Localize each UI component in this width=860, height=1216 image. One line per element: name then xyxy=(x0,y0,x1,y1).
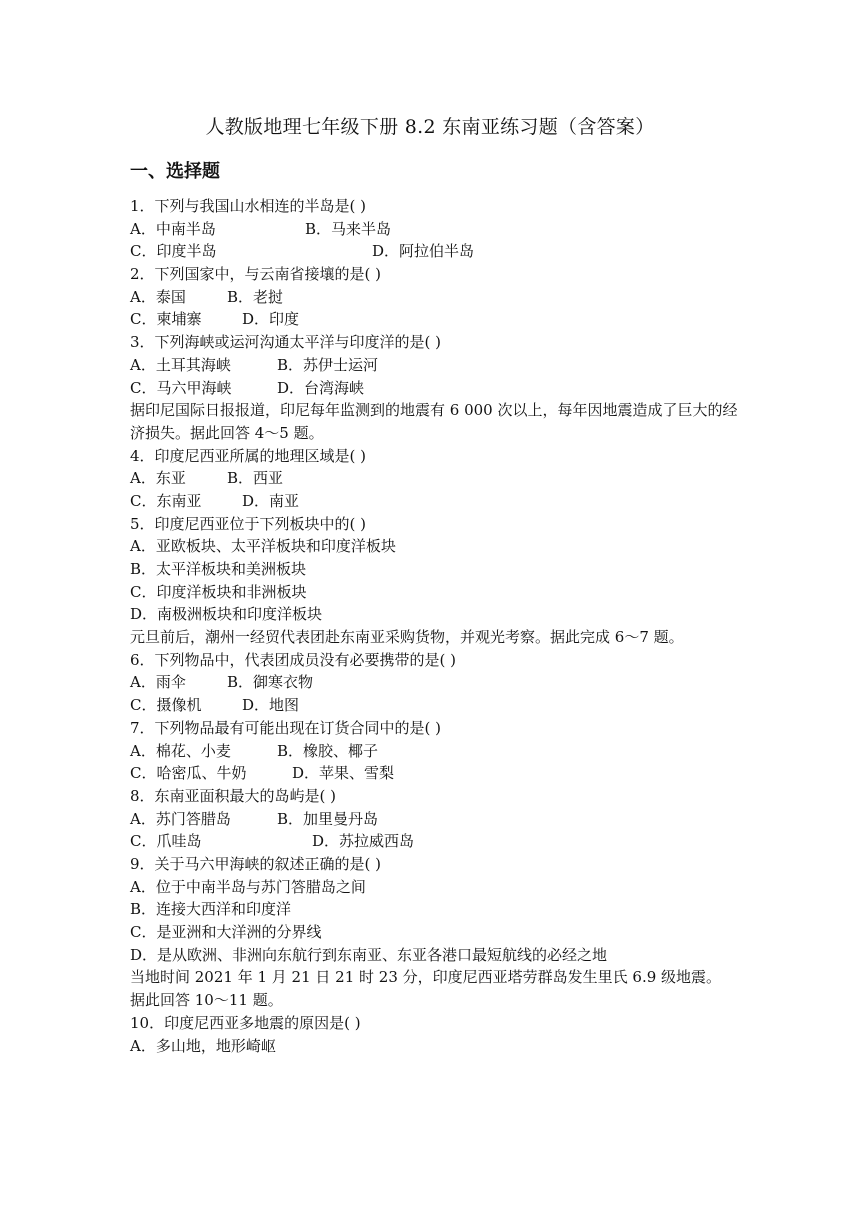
option-a: A．多山地，地形崎岖 xyxy=(130,1036,276,1055)
passage-text: 据此回答 10～11 题。 xyxy=(130,991,283,1010)
option-row xyxy=(130,671,738,694)
option-a: A．棉花、小麦 xyxy=(130,741,231,760)
option-row xyxy=(130,286,738,309)
option-d: D．台湾海峡 xyxy=(277,378,365,397)
option-d: D．是从欧洲、非洲向东航行到东南亚、东亚各港口最短航线的必经之地 xyxy=(130,945,608,964)
question-stem: 10．印度尼西亚多地震的原因是( ) xyxy=(130,1013,361,1032)
question-stem: 1．下列与我国山水相连的半岛是( ) xyxy=(130,197,367,215)
option-row xyxy=(130,354,738,377)
question-list xyxy=(130,195,738,1057)
option-b: B．加里曼丹岛 xyxy=(277,809,379,828)
option-b: B．马来半岛 xyxy=(305,219,392,238)
option-d: D．苹果、雪梨 xyxy=(292,764,395,783)
section-heading: 一、选择题 xyxy=(130,161,220,182)
option-b: B．御寒衣物 xyxy=(227,673,314,692)
option-row xyxy=(130,467,738,490)
document-title: 人教版地理七年级下册 8.2 东南亚练习题（含答案） xyxy=(205,116,655,138)
option-d: D．苏拉威西岛 xyxy=(312,832,415,851)
option-row xyxy=(130,830,738,853)
option-row xyxy=(130,740,738,763)
option-a: A．泰国 xyxy=(130,287,186,306)
option-row xyxy=(130,762,738,785)
question-stem: 5．印度尼西亚位于下列板块中的( ) xyxy=(130,514,367,533)
passage-text: 元旦前后，潮州一经贸代表团赴东南亚采购货物，并观光考察。据此完成 6～7 题。 xyxy=(130,628,684,647)
passage-text: 当地时间 2021 年 1 月 21 日 21 时 23 分，印度尼西亚塔劳群岛发生里氏 6.9 级地震。 xyxy=(130,968,722,987)
option-d: D．印度 xyxy=(242,310,300,329)
option-c: C．是亚洲和大洋洲的分界线 xyxy=(130,923,322,942)
option-row xyxy=(130,490,738,513)
option-a: A．苏门答腊岛 xyxy=(130,809,231,828)
option-d: D．南亚 xyxy=(242,491,300,510)
passage-text: 据印尼国际日报报道，印尼每年监测到的地震有 6 000 次以上，每年因地震造成了巨大的经济损失。据此回答 4～5 题。 xyxy=(130,401,738,442)
option-a: A．亚欧板块、太平洋板块和印度洋板块 xyxy=(130,537,396,556)
option-d: D．阿拉伯半岛 xyxy=(372,242,475,261)
option-row xyxy=(130,808,738,831)
option-c: C．柬埔寨 xyxy=(130,310,202,329)
question-stem: 9．关于马六甲海峡的叙述正确的是( ) xyxy=(130,854,382,873)
option-d: D．地图 xyxy=(242,696,300,715)
option-c: C．马六甲海峡 xyxy=(130,378,232,397)
option-c: C．东南亚 xyxy=(130,491,202,510)
option-row xyxy=(130,240,738,263)
option-a: A．雨伞 xyxy=(130,673,186,692)
option-row xyxy=(130,694,738,717)
option-d: D．南极洲板块和印度洋板块 xyxy=(130,605,323,624)
option-c: C．印度洋板块和非洲板块 xyxy=(130,582,307,601)
option-b: B．太平洋板块和美洲板块 xyxy=(130,560,307,579)
option-b: B．连接大西洋和印度洋 xyxy=(130,900,292,919)
question-stem: 3．下列海峡或运河沟通太平洋与印度洋的是( ) xyxy=(130,333,442,352)
question-stem: 2．下列国家中，与云南省接壤的是( ) xyxy=(130,265,382,284)
option-b: B．老挝 xyxy=(227,287,284,306)
option-b: B．苏伊士运河 xyxy=(277,355,379,374)
option-b: B．西亚 xyxy=(227,469,284,488)
question-stem: 4．印度尼西亚所属的地理区域是( ) xyxy=(130,446,367,465)
option-a: A．中南半岛 xyxy=(130,219,216,238)
option-c: C．摄像机 xyxy=(130,696,202,715)
option-row xyxy=(130,377,738,400)
option-c: C．爪哇岛 xyxy=(130,832,202,851)
option-c: C．印度半岛 xyxy=(130,242,217,261)
option-row xyxy=(130,218,738,241)
option-a: A．土耳其海峡 xyxy=(130,355,231,374)
option-c: C．哈密瓜、牛奶 xyxy=(130,764,247,783)
question-stem: 6．下列物品中，代表团成员没有必要携带的是( ) xyxy=(130,650,457,669)
option-b: B．橡胶、椰子 xyxy=(277,741,379,760)
question-stem: 8．东南亚面积最大的岛屿是( ) xyxy=(130,786,337,805)
option-a: A．东亚 xyxy=(130,469,186,488)
option-a: A．位于中南半岛与苏门答腊岛之间 xyxy=(130,877,366,896)
option-row xyxy=(130,308,738,331)
question-stem: 7．下列物品最有可能出现在订货合同中的是( ) xyxy=(130,718,442,737)
